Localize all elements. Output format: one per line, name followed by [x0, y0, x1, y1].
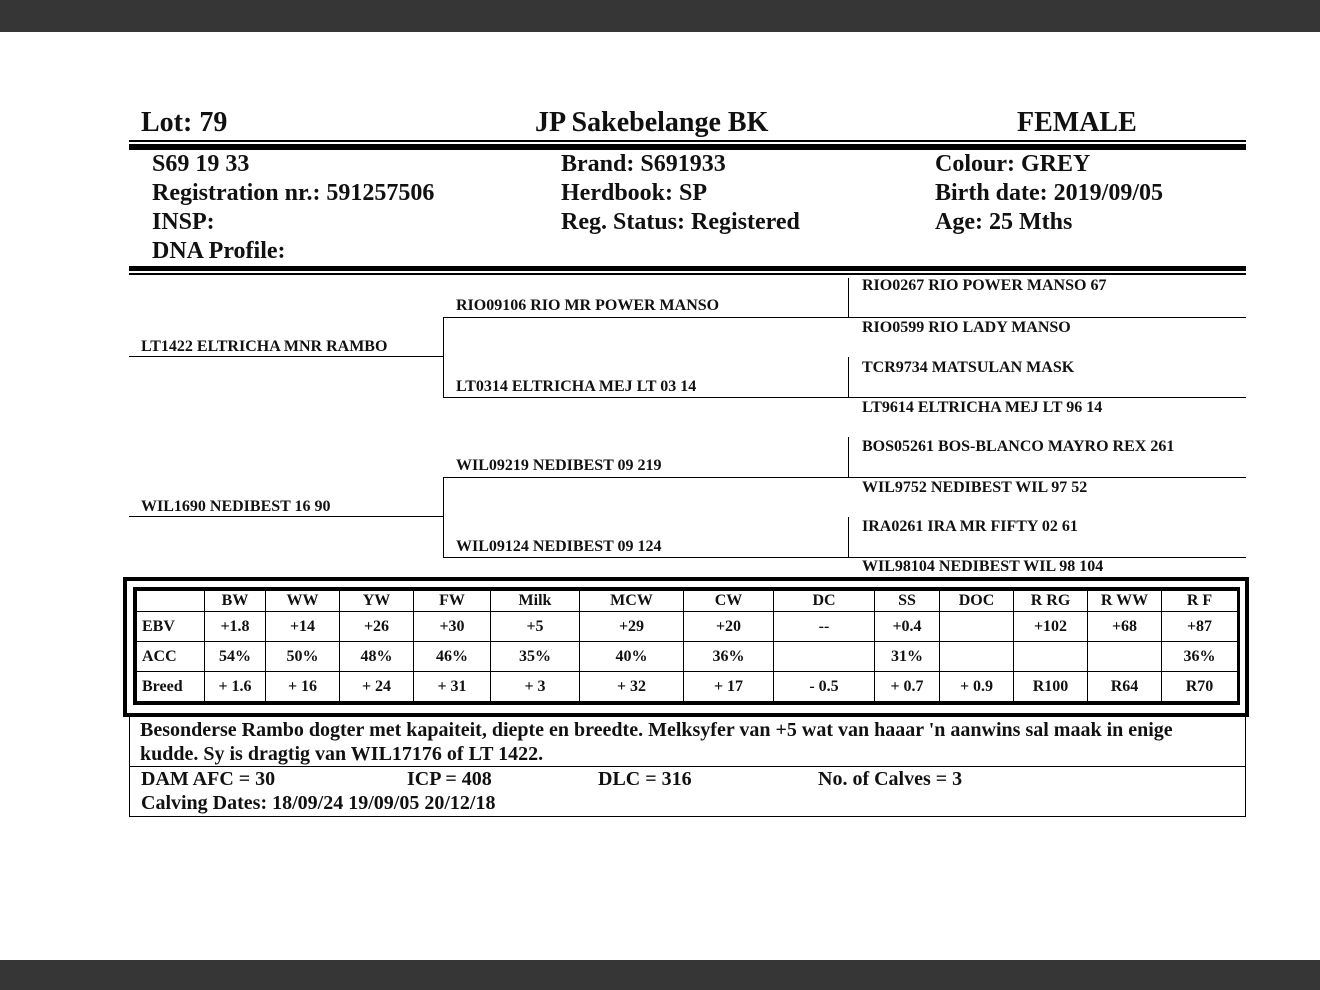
info-rule-thick: [129, 266, 1246, 271]
header-rule-thick: [129, 144, 1246, 150]
ebv-cell: + 0.7: [875, 672, 940, 702]
age: Age: 25 Mths: [935, 209, 1073, 235]
pedigree-ggs-1: RIO0267 RIO POWER MANSO 67: [862, 277, 1107, 294]
pedigree-ggs-3: BOS05261 BOS-BLANCO MAYRO REX 261: [862, 438, 1175, 455]
ebv-cell: +1.8: [205, 612, 266, 642]
ebv-cell: +0.4: [875, 612, 940, 642]
ebv-col-header: DC: [774, 591, 875, 612]
ebv-cell: + 16: [266, 672, 340, 702]
pedigree-dam: WIL1690 NEDIBEST 16 90: [141, 498, 331, 515]
colour: Colour: GREY: [935, 151, 1091, 177]
pedigree-ggs-4: IRA0261 IRA MR FIFTY 02 61: [862, 518, 1078, 535]
pedigree-sire-sire: RIO09106 RIO MR POWER MANSO: [456, 297, 720, 314]
ebv-cell: [774, 642, 875, 672]
comment-text: Besonderse Rambo dogter met kapaiteit, diepte en breedte. Melksyfer van +5 wat van haaar 'n aanwins sal maak in enige kudde. Sy is dragtig van WIL17176 of LT 1422.: [140, 719, 1173, 765]
ebv-col-header: R WW: [1088, 591, 1162, 612]
ebv-cell: 50%: [266, 642, 340, 672]
ebv-cell: + 1.6: [205, 672, 266, 702]
ebv-cell: 36%: [1162, 642, 1238, 672]
comment-divider: [129, 766, 1246, 767]
ebv-cell: - 0.5: [774, 672, 875, 702]
ebv-col-header: MCW: [580, 591, 684, 612]
ebv-cell: 40%: [580, 642, 684, 672]
ebv-cell: +26: [340, 612, 414, 642]
ebv-col-header: [137, 591, 205, 612]
ebv-col-header: WW: [266, 591, 340, 612]
pedigree-sire: LT1422 ELTRICHA MNR RAMBO: [141, 338, 388, 355]
ebv-cell: [940, 642, 1014, 672]
pedigree-ggd-4: WIL98104 NEDIBEST WIL 98 104: [862, 558, 1104, 575]
ebv-cell: +87: [1162, 612, 1238, 642]
ebv-cell: +68: [1088, 612, 1162, 642]
ebv-col-header: FW: [414, 591, 491, 612]
calving-dates: Calving Dates: 18/09/24 19/09/05 20/12/18: [141, 792, 496, 814]
viewer-top-bar: [0, 0, 1320, 32]
insp-label: INSP:: [152, 209, 215, 235]
ebv-row-breed: [137, 672, 1238, 702]
ebv-table: [136, 590, 1238, 702]
pedigree-ggd-1: RIO0599 RIO LADY MANSO: [862, 319, 1071, 336]
ebv-row-label: ACC: [137, 642, 205, 672]
herdbook: Herdbook: SP: [561, 180, 708, 206]
pedigree-sire-dam: LT0314 ELTRICHA MEJ LT 03 14: [456, 378, 697, 395]
brand: Brand: S691933: [561, 151, 726, 177]
ebv-cell: +14: [266, 612, 340, 642]
ebv-cell: --: [774, 612, 875, 642]
ebv-cell: R70: [1162, 672, 1238, 702]
animal-sex: FEMALE: [1017, 107, 1137, 138]
dam-afc: DAM AFC = 30: [141, 768, 276, 790]
ebv-cell: + 3: [491, 672, 580, 702]
registration-status: Reg. Status: Registered: [561, 209, 800, 235]
ebv-cell: + 17: [684, 672, 774, 702]
ebv-cell: +20: [684, 612, 774, 642]
ebv-cell: + 0.9: [940, 672, 1014, 702]
ebv-col-header: SS: [875, 591, 940, 612]
ebv-col-header: YW: [340, 591, 414, 612]
animal-id: S69 19 33: [152, 151, 250, 177]
ebv-col-header: Milk: [491, 591, 580, 612]
ebv-col-header: BW: [205, 591, 266, 612]
ebv-cell: +29: [580, 612, 684, 642]
ebv-cell: +5: [491, 612, 580, 642]
ebv-col-header: DOC: [940, 591, 1014, 612]
ebv-cell: 54%: [205, 642, 266, 672]
lot-number: Lot: 79: [141, 107, 228, 138]
header-rule-thin: [129, 140, 1246, 142]
ebv-row-label: EBV: [137, 612, 205, 642]
ebv-col-header: CW: [684, 591, 774, 612]
ebv-cell: 31%: [875, 642, 940, 672]
number-of-calves: No. of Calves = 3: [818, 768, 963, 790]
ebv-cell: 35%: [491, 642, 580, 672]
breeder-name: JP Sakebelange BK: [535, 107, 769, 138]
birth-date: Birth date: 2019/09/05: [935, 180, 1163, 206]
ebv-row-acc: [137, 642, 1238, 672]
ebv-col-header: R F: [1162, 591, 1238, 612]
ebv-cell: +30: [414, 612, 491, 642]
ebv-cell: +102: [1014, 612, 1088, 642]
icp: ICP = 408: [407, 768, 492, 790]
registration-number: Registration nr.: 591257506: [152, 180, 435, 206]
ebv-cell: + 24: [340, 672, 414, 702]
ebv-header-row: [137, 591, 1238, 612]
info-rule-thin: [129, 273, 1246, 275]
ebv-cell: R64: [1088, 672, 1162, 702]
ebv-cell: + 32: [580, 672, 684, 702]
viewer-bottom-bar: [0, 960, 1320, 990]
pedigree-dam-dam: WIL09124 NEDIBEST 09 124: [456, 538, 662, 555]
ebv-cell: 46%: [414, 642, 491, 672]
pedigree-ggd-2: LT9614 ELTRICHA MEJ LT 96 14: [862, 399, 1103, 416]
pedigree-ggd-3: WIL9752 NEDIBEST WIL 97 52: [862, 479, 1088, 496]
dlc: DLC = 316: [598, 768, 692, 790]
ebv-cell: R100: [1014, 672, 1088, 702]
ebv-cell: [1014, 642, 1088, 672]
ebv-col-header: R RG: [1014, 591, 1088, 612]
ebv-cell: [940, 612, 1014, 642]
ebv-row-label: Breed: [137, 672, 205, 702]
ebv-cell: + 31: [414, 672, 491, 702]
ebv-cell: 36%: [684, 642, 774, 672]
pedigree-dam-sire: WIL09219 NEDIBEST 09 219: [456, 457, 662, 474]
dna-profile-label: DNA Profile:: [152, 238, 286, 264]
ebv-cell: [1088, 642, 1162, 672]
ebv-cell: 48%: [340, 642, 414, 672]
pedigree-ggs-2: TCR9734 MATSULAN MASK: [862, 359, 1075, 376]
ebv-row-ebv: [137, 612, 1238, 642]
